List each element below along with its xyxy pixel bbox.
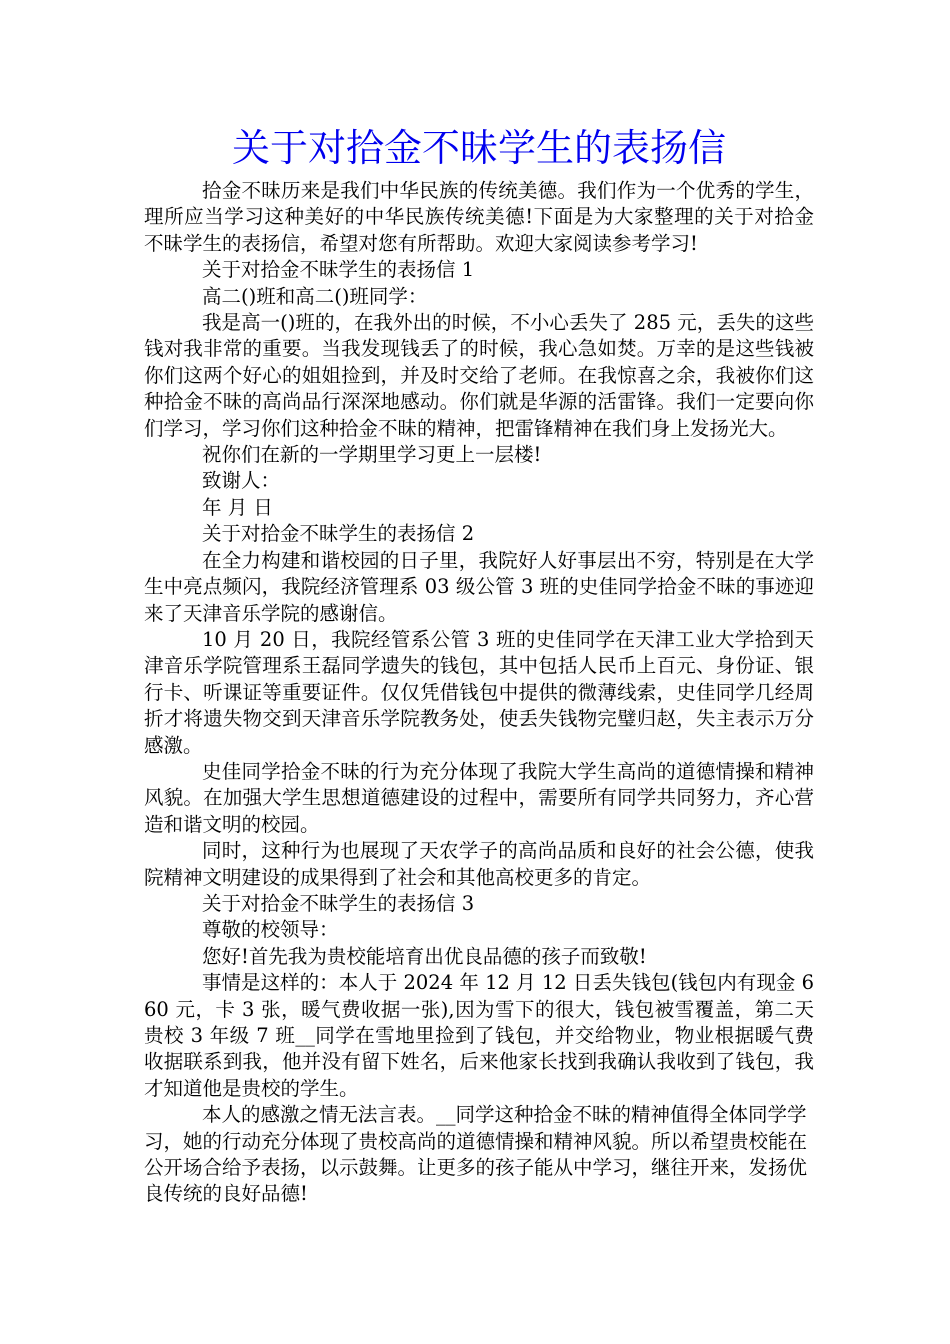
letter-2-heading: 关于对拾金不昧学生的表扬信 2 <box>202 522 475 546</box>
letter-3-greeting: 您好!首先我为贵校能培育出优良品德的孩子而致敬! <box>202 944 647 968</box>
letter-1-salutation: 高二()班和高二()班同学： <box>202 284 428 308</box>
document-page <box>144 118 814 1208</box>
letter-1-heading: 关于对拾金不昧学生的表扬信 1 <box>202 258 475 282</box>
letter-2-paragraph: 同时，这种行为也展现了天农学子的高尚品质和良好的社会公德，使我院精神文明建设的成果得到了社会和其他高校更多的肯定。 <box>144 839 814 889</box>
intro-paragraph: 拾金不昧历来是我们中华民族的传统美德。我们作为一个优秀的学生，理所应当学习这种美好的中华民族传统美德!下面是为大家整理的关于对拾金不昧学生的表扬信，希望对您有所帮助。欢迎大家阅读参考学习! <box>144 179 814 255</box>
letter-2-paragraph: 在全力构建和谐校园的日子里，我院好人好事层出不穷，特别是在大学生中亮点频闪，我院经济管理系 03 级公管 3 班的史佳同学拾金不昧的事迹迎来了天津音乐学院的感谢信。 <box>144 548 814 625</box>
letter-3-heading: 关于对拾金不昧学生的表扬信 3 <box>202 891 475 915</box>
document-title: 关于对拾金不昧学生的表扬信 <box>231 126 726 170</box>
letter-3-paragraph: 本人的感激之情无法言表。__同学这种拾金不昧的精神值得全体同学学习，她的行动充分体现了贵校高尚的道德情操和精神风貌。所以希望贵校能在公开场合给予表扬，以示鼓舞。让更多的孩子能从中学习，继往开来，发扬优良传统的良好品德! <box>144 1103 808 1206</box>
letter-2-paragraph: 史佳同学拾金不昧的行为充分体现了我院大学生高尚的道德情操和精神风貌。在加强大学生思想道德建设的过程中，需要所有同学共同努力，齐心营造和谐文明的校园。 <box>144 759 814 836</box>
letter-1-date: 年 月 日 <box>202 495 273 519</box>
letter-1-signature: 致谢人： <box>202 469 281 493</box>
letter-2-paragraph: 10 月 20 日，我院经管系公管 3 班的史佳同学在天津工业大学拾到天津音乐学院管理系王磊同学遗失的钱包，其中包括人民币上百元、身份证、银行卡、听课证等重要证件。仅仅凭借钱包中提供的微薄线索，史佳同学几经周折才将遗失物交到天津音乐学院教务处，使丢失钱物完璧归赵，失主表示万分感激。 <box>144 627 814 757</box>
letter-1-body: 我是高一()班的，在我外出的时候，不小心丢失了 285 元，丢失的这些钱对我非常的重要。当我发现钱丢了的时候，我心急如焚。万幸的是这些钱被你们这两个好心的姐姐捡到，并及时交给了老师。在我惊喜之余，我被你们这种拾金不昧的高尚品行深深地感动。你们就是华源的活雷锋。我们一定要向你们学习，学习你们这种拾金不昧的精神，把雷锋精神在我们身上发扬光大。 <box>144 311 814 440</box>
letter-1-wish: 祝你们在新的一学期里学习更上一层楼! <box>202 443 542 467</box>
letter-3-paragraph: 事情是这样的：本人于 2024 年 12 月 12 日丢失钱包(钱包内有现金 660 元，卡 3 张，暖气费收据一张),因为雪下的很大，钱包被雪覆盖，第二天贵校 3 年级 7 班__同学在雪地里捡到了钱包，并交给物业，物业根据暖气费收据联系到我，他并没有留下姓名，后来他家长找到我确认我收到了钱包，我才知道他是贵校的学生。 <box>144 971 814 1100</box>
letter-3-salutation: 尊敬的校领导： <box>202 918 339 942</box>
